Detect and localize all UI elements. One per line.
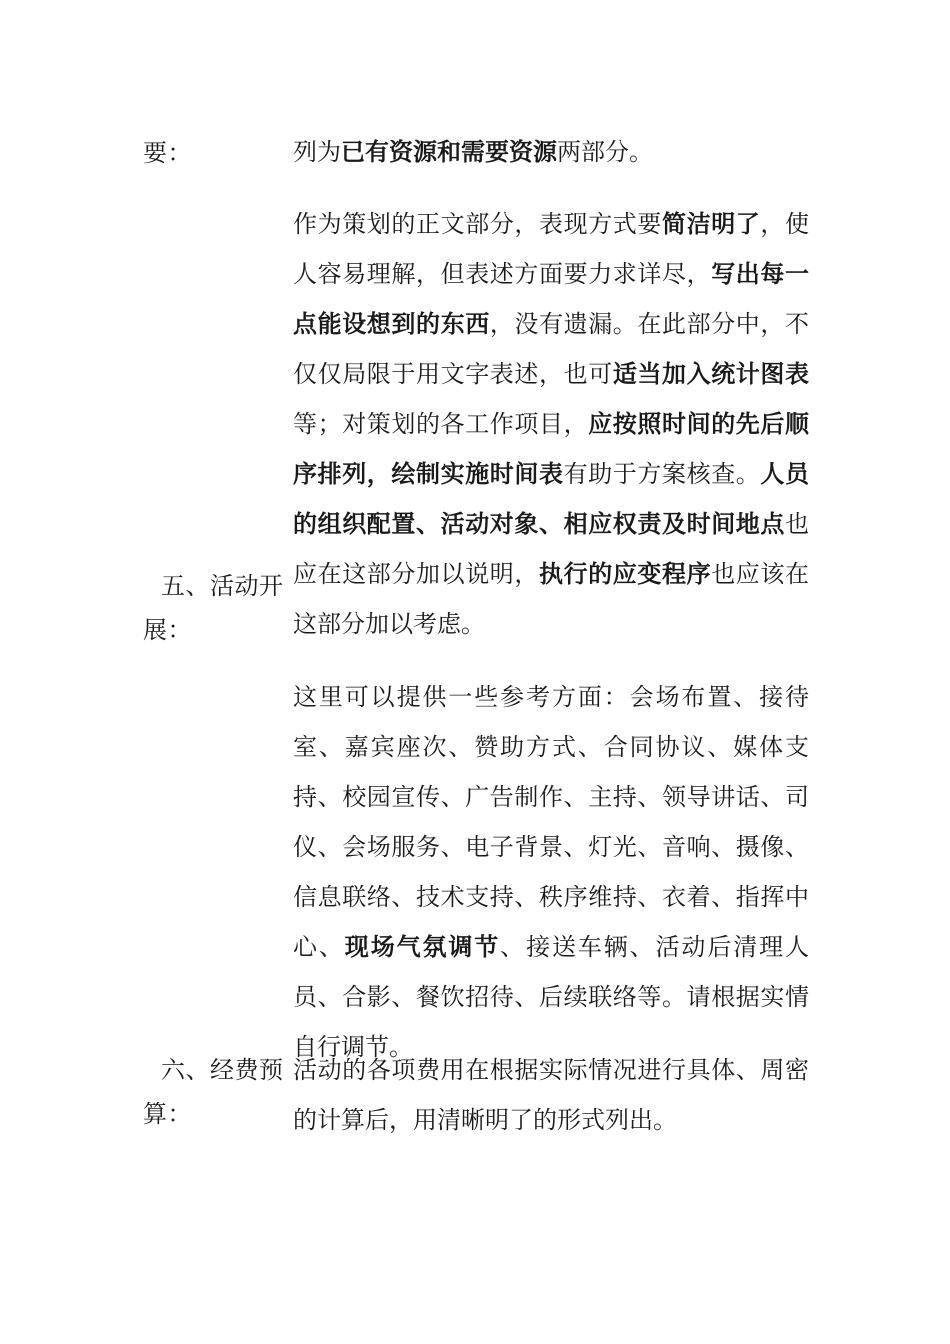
- text-run: 等；对策划的各工作项目，: [293, 410, 589, 438]
- section-label-prev-text: 要：: [143, 139, 192, 167]
- text-run: 也应该在这部分加以考虑。: [293, 560, 810, 638]
- bold-text-run: 执行的应变程序: [539, 560, 712, 588]
- section-label-6: [143, 1048, 289, 1136]
- text-run: 活动的各项费用在根据实际情况进行具体、周密的计算后，用清晰明了的形式列出。: [293, 1056, 809, 1134]
- bold-text-run: 适当加入统计图表: [612, 360, 810, 388]
- bold-text-run: 人员的组织配置、活动对象、相应权责及时间地点: [293, 460, 810, 538]
- text-run: 作为策划的正文部分，表现方式要: [293, 210, 662, 238]
- section-label-5-line2: 展：: [143, 616, 192, 644]
- text-run: ，使人容易理解，但表述方面要力求详尽，: [293, 210, 810, 288]
- section-label-5-line1: 五、活动开: [161, 572, 284, 600]
- section-label-6-line1: 六、经费预: [161, 1056, 284, 1084]
- bold-text-run: 现场气氛调节: [344, 933, 501, 961]
- section-label-5: [143, 564, 289, 652]
- section-label-6-line2: 算：: [143, 1100, 192, 1128]
- bold-text-run: 写出每一点能设想到的东西: [293, 260, 810, 338]
- section-body-prev: [293, 127, 809, 177]
- section-body-6: [293, 1045, 809, 1145]
- text-run: 有助于方案核查。: [563, 460, 761, 488]
- text-run: 列为: [293, 138, 341, 166]
- section-body-5-para1: [293, 199, 809, 649]
- bold-text-run: 已有资源和需要资源: [341, 138, 557, 166]
- text-run: 这里可以提供一些参考方面：会场布置、接待室、嘉宾座次、赞助方式、合同协议、媒体支持、校园宣传、广告制作、主持、领导讲话、司仪、会场服务、电子背景、灯光、音响、摄像、信息联络、技术支持、秩序维持、衣着、指挥中心、: [293, 683, 809, 961]
- section-label-prev: [143, 131, 289, 175]
- text-run: 也应在这部分加以说明，: [293, 510, 809, 588]
- text-run: 、接送车辆、活动后清理人员、合影、餐饮招待、后续联络等。请根据实情自行调节。: [293, 933, 810, 1061]
- text-run: ，没有遗漏。在此部分中，不仅仅局限于用文字表述，也可: [293, 310, 810, 388]
- bold-text-run: 应按照时间的先后顺序排列，绘制实施时间表: [293, 410, 810, 488]
- bold-text-run: 简洁明了: [662, 210, 761, 238]
- text-run: 两部分。: [557, 138, 653, 166]
- section-body-5-para2: [293, 672, 809, 1072]
